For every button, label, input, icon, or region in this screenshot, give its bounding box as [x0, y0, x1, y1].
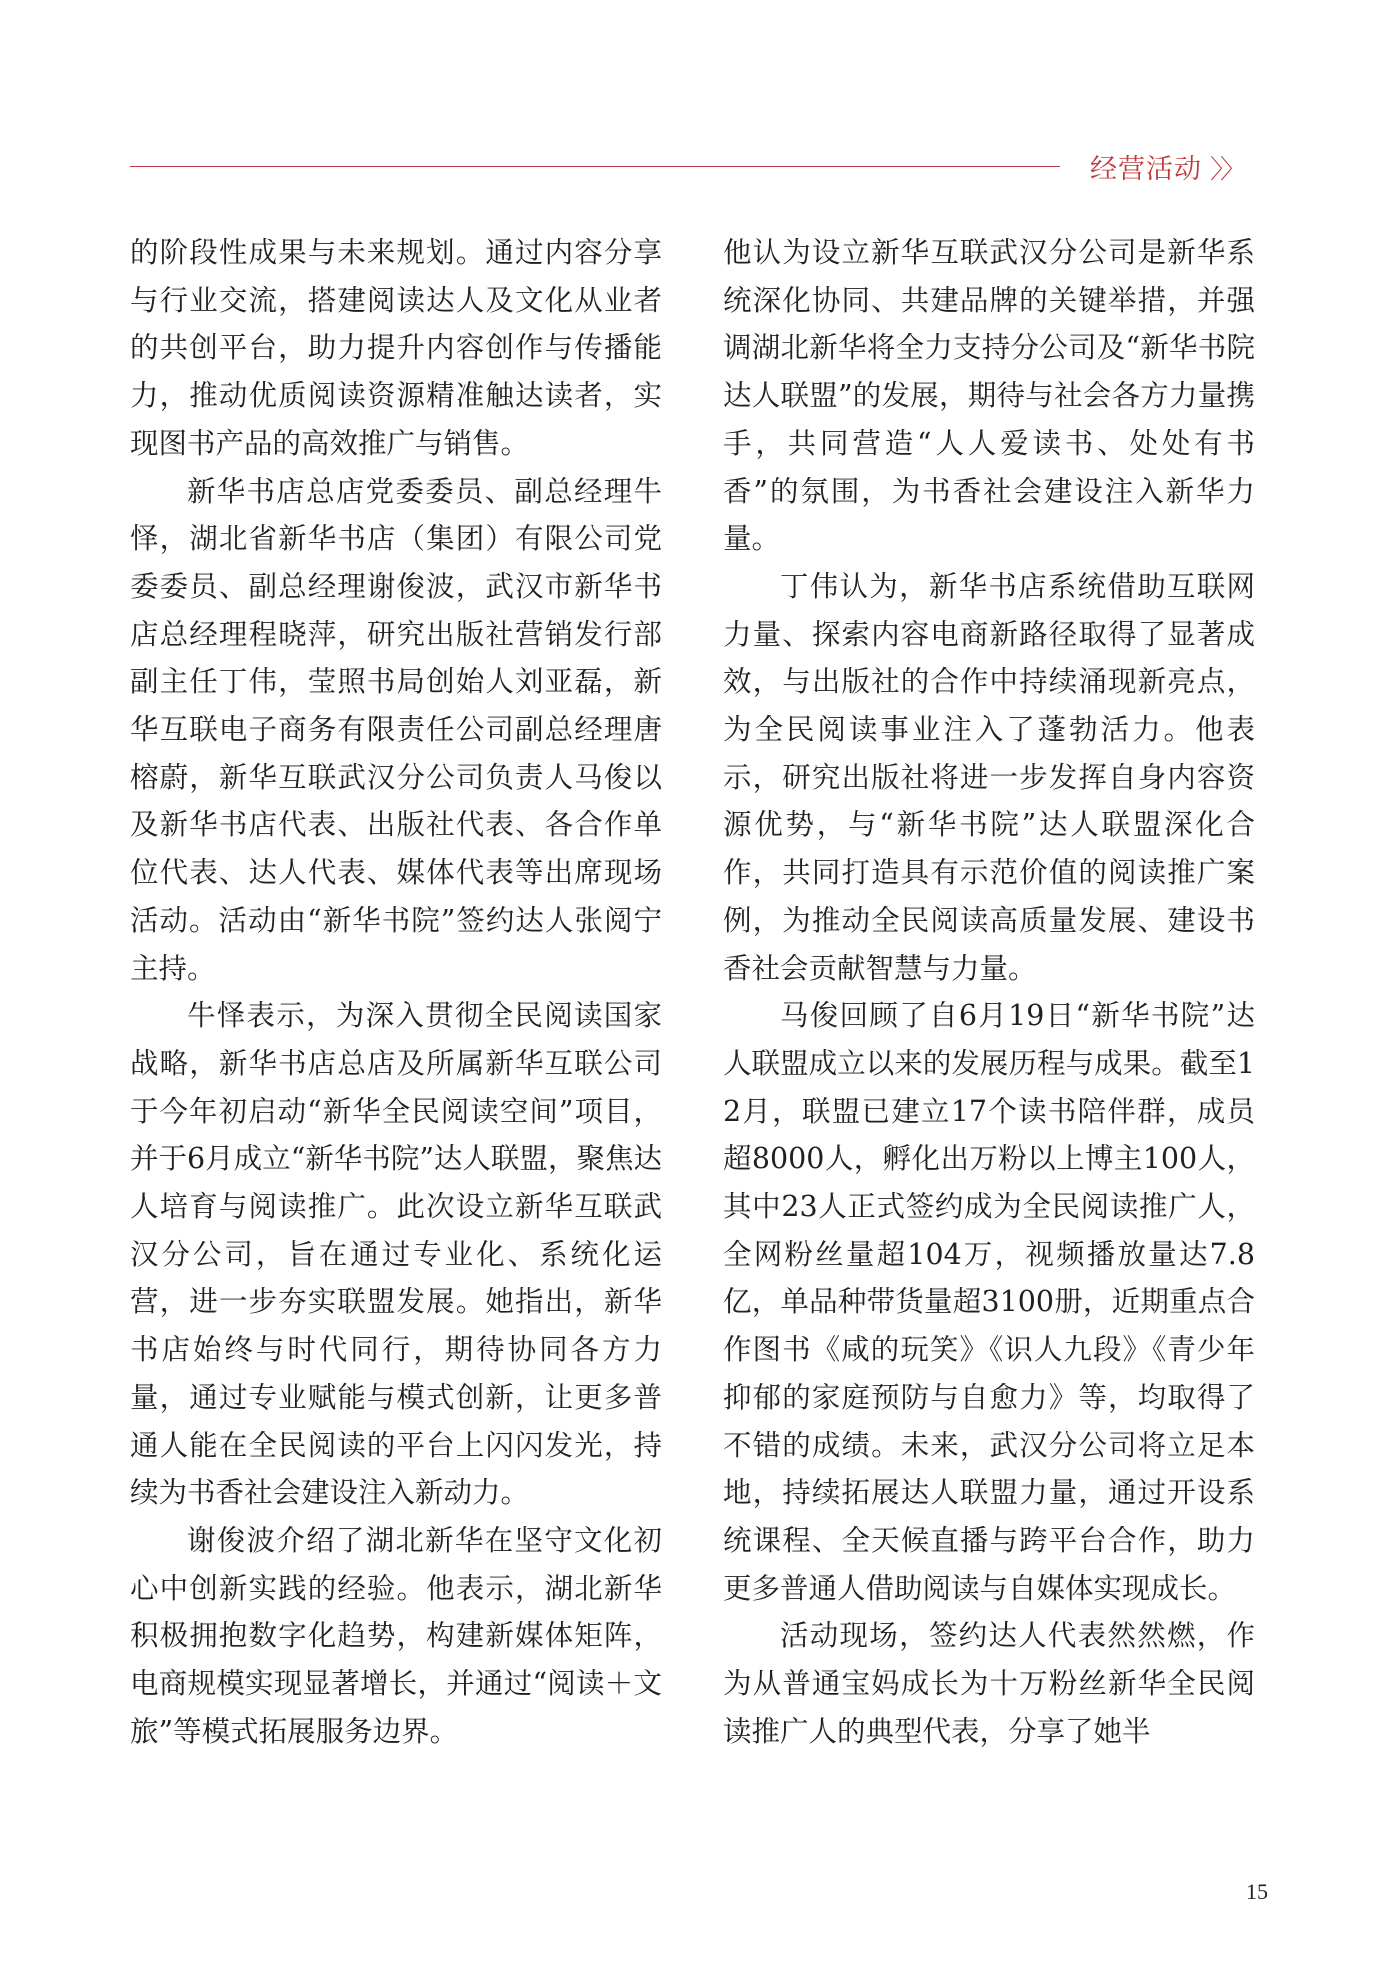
paragraph: 的阶段性成果与未来规划。通过内容分享与行业交流，搭建阅读达人及文化从业者的共创平台，助力提升内容创作与传播能力，推动优质阅读资源精准触达读者，实现图书产品的高效推广与销售。: [130, 236, 662, 460]
header-rule: [130, 166, 1060, 167]
paragraph: 活动现场，签约达人代表然然燃，作为从普通宝妈成长为十万粉丝新华全民阅读推广人的典型代表，分享了她半: [723, 1619, 1255, 1748]
paragraph: 丁伟认为，新华书店系统借助互联网力量、探索内容电商新路径取得了显著成效，与出版社的合作中持续涌现新亮点，为全民阅读事业注入了蓬勃活力。他表示，研究出版社将进一步发挥自身内容资源优势，与“新华书院”达人联盟深化合作，共同打造具有示范价值的阅读推广案例，为推动全民阅读高质量发展、建设书香社会贡献智慧与力量。: [723, 569, 1255, 985]
paragraph: 新华书店总店党委委员、副总经理牛怿，湖北省新华书店（集团）有限公司党委委员、副总经理谢俊波，武汉市新华书店总经理程晓萍，研究出版社营销发行部副主任丁伟，莹照书局创始人刘亚磊，新华互联电子商务有限责任公司副总经理唐榕蔚，新华互联武汉分公司负责人马俊以及新华书店代表、出版社代表、各合作单位代表、达人代表、媒体代表等出席现场活动。活动由“新华书院”签约达人张阅宁主持。: [130, 474, 662, 985]
paragraph: 谢俊波介绍了湖北新华在坚守文化初心中创新实践的经验。他表示，湖北新华积极拥抱数字化趋势，构建新媒体矩阵，电商规模实现显著增长，并通过“阅读＋文旅”等模式拓展服务边界。: [130, 1523, 662, 1748]
page-number: 15: [1246, 1879, 1268, 1904]
paragraph: 马俊回顾了自6月19日“新华书院”达人联盟成立以来的发展历程与成果。截至12月，联盟已建立17个读书陪伴群，成员超8000人，孵化出万粉以上博主100人，其中23人正式签约成为全民阅读推广人，全网粉丝量超104万，视频播放量达7.8亿，单品种带货量超3100册，近期重点合作图书《咸的玩笑》《识人九段》《青少年抑郁的家庭预防与自愈力》等，均取得了不错的成绩。未来，武汉分公司将立足本地，持续拓展达人联盟力量，通过开设系统课程、全天候直播与跨平台合作，助力更多普通人借助阅读与自媒体实现成长。: [723, 999, 1255, 1605]
left-column: [130, 229, 662, 1756]
section-title-text: 经营活动: [1090, 154, 1202, 185]
right-column: [723, 229, 1255, 1756]
section-title: [1090, 147, 1243, 186]
chevron-right-icon: 〉〉: [1210, 155, 1244, 185]
paragraph: 他认为设立新华互联武汉分公司是新华系统深化协同、共建品牌的关键举措，并强调湖北新华将全力支持分公司及“新华书院达人联盟”的发展，期待与社会各方力量携手，共同营造“人人爱读书、处处有书香”的氛围，为书香社会建设注入新华力量。: [723, 236, 1255, 556]
paragraph: 牛怿表示，为深入贯彻全民阅读国家战略，新华书店总店及所属新华互联公司于今年初启动“新华全民阅读空间”项目，并于6月成立“新华书院”达人联盟，聚焦达人培育与阅读推广。此次设立新华互联武汉分公司，旨在通过专业化、系统化运营，进一步夯实联盟发展。她指出，新华书店始终与时代同行，期待协同各方力量，通过专业赋能与模式创新，让更多普通人能在全民阅读的平台上闪闪发光，持续为书香社会建设注入新动力。: [130, 999, 662, 1510]
